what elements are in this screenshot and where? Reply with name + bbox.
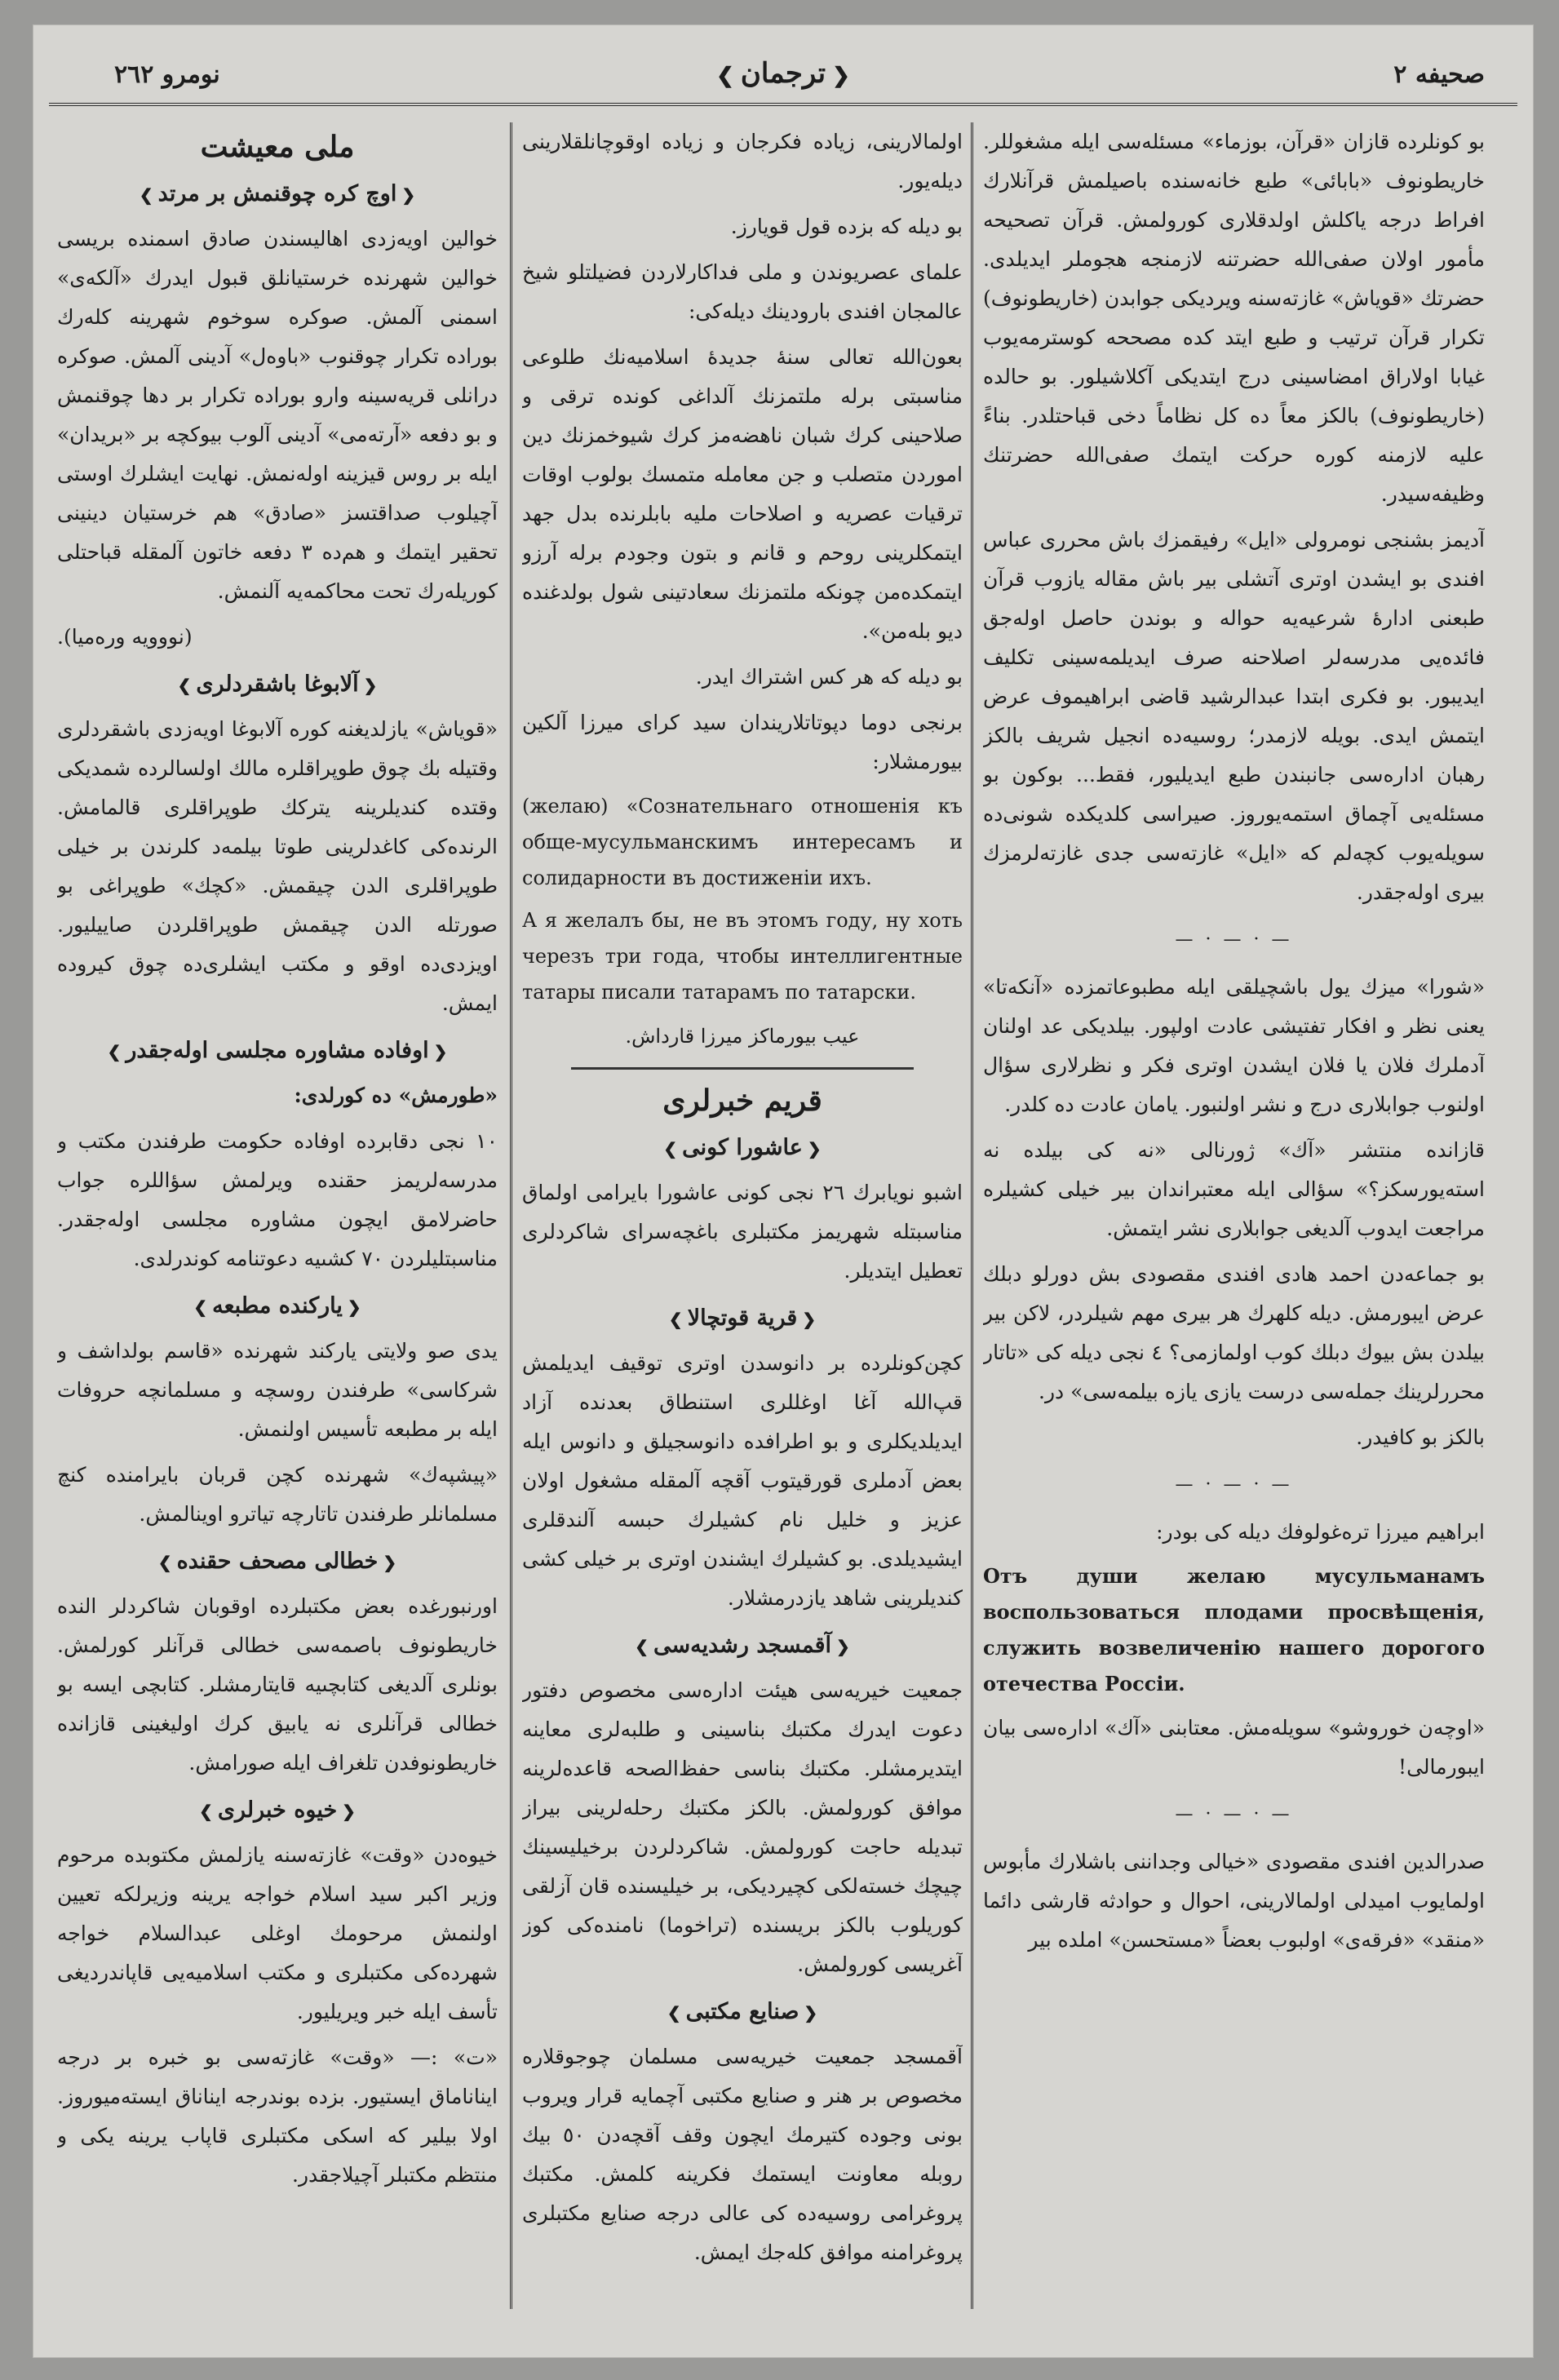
- article-heading: [522, 1626, 963, 1666]
- separator: — · — · —: [1175, 1474, 1293, 1495]
- ornament-icon: ❮: [832, 64, 850, 88]
- article-paragraph: «اوچەن خوروشو» سويلەمش. معتابنى «آك» اداره‌سى بيان ايبورمالى!: [983, 1716, 1485, 1779]
- article-paragraph: برنجى دوما دپوتاتلاريندان سيد كراى ميرزا آلكين بيورمشلار:: [522, 711, 963, 773]
- article-subheading: «طورمش» ده كورلدى:: [294, 1084, 498, 1107]
- article-paragraph: صدرالدين افندى مقصودى «خيالى وجداننى باشلارك مأبوس اولمايوب اميدلى اولمالارينى، احوال و حوادثه قارشى دائما «منقد» «فرقه‌ى» اولبوب بعضاً «مستحسن» املده بير: [983, 1850, 1485, 1952]
- column-left: [57, 122, 498, 2309]
- ornament-icon: ❯: [716, 64, 734, 88]
- ornament-icon: ❮: [347, 1297, 361, 1317]
- article-paragraph: «شورا» ميزك يول باشچيلقى ايله مطبوعاتمزده «آنكه‌تا» يعنى نظر و افكار تفتيشى عادت اولپور. بيلديكى عد اولنان آدملرك فلان يا فلان ايشدن اوترى فكر و نظرلارى سؤال اولنوب جوابلارى درج و نشر اولنبور. يامان عادت ده كلدر.: [983, 975, 1485, 1116]
- ornament-icon: ❮: [433, 1042, 448, 1061]
- column-right: [983, 122, 1485, 2309]
- article-paragraph: يدى صو ولايتى ياركند شهرنده «قاسم بولداشف و شركاسى» طرفندن روسچه و مسلمانچه حروفات ايله بر مطبعه تأسيس اولنمش.: [57, 1339, 498, 1441]
- masthead-title-text: ترجمان: [740, 57, 826, 90]
- article-paragraph: قازانده منتشر «آك» ژورنالى «نه كى بيلده نه استه‌يورسكز؟» سؤالى ايله معتبراندان بير خيلى كشيلره مراجعت ايدوب آلديغى جوابلارى نشر ايتمش.: [983, 1138, 1485, 1240]
- separator: — · — · —: [1175, 1804, 1293, 1824]
- article-paragraph: بعون‌الله تعالى سنهٔ جديدهٔ اسلاميه‌نك طلوعى مناسبتى برله ملتمزنك آلداغى كونده ترقى و صلاحينى كرك شبان ناهضه‌مز كرك شيوخمزنك دين اموردن متصلب و جن معامله متمسك بولوب اوقات ترقيات عصريه و اصلاحات مليه بابلرنده بدل جهد ايتمكلرينى روحم و قانم و بتون وجودم برله آرزو ايتمكده‌من چونكه ملتمزنك سعادتينى شول بولدغنده ديو بله‌من».: [522, 345, 963, 643]
- ornament-icon: ❯: [199, 1802, 213, 1821]
- heading-text: صنايع مكتبى: [685, 1999, 799, 2024]
- separator: — · — · —: [1175, 929, 1293, 950]
- ornament-icon: ❮: [342, 1802, 356, 1821]
- heading-text: آلابوغا باشقردلرى: [196, 671, 359, 697]
- heading-text: آقمسجد رشديه‌سى: [653, 1633, 832, 1658]
- article-heading: [57, 175, 498, 215]
- article-paragraph: علماى عصريوندن و ملى فداكارلاردن فضيلتلو شيخ عالمجان افندى بارودينك ديله‌كى:: [522, 260, 963, 323]
- ornament-icon: ❯: [663, 1139, 678, 1159]
- ornament-icon: ❯: [667, 2003, 681, 2023]
- russian-quote: (желаю) «Сознательнаго отношенія къ обще-мусульманскимъ интересамъ и солидарности въ достиженіи ихъ.: [522, 795, 963, 889]
- heading-text: خطالى مصحف حقنده: [176, 1549, 379, 1574]
- russian-quote: А я желалъ бы, не въ этомъ году, ну хоть черезъ три года, чтобы интеллигентные татары писали татарамъ по татарски.: [522, 909, 963, 1004]
- ornament-icon: ❮: [807, 1139, 822, 1159]
- article-heading: [57, 1031, 498, 1071]
- column-middle: [522, 122, 963, 2309]
- article-heading: [57, 665, 498, 705]
- ornament-icon: ❯: [177, 676, 192, 695]
- article-paragraph: بالكز بو كافيدر.: [1356, 1425, 1485, 1449]
- article-paragraph: آقمسجد جمعيت خيريه‌سى مسلمان چوجوقلاره مخصوص بر هنر و صنايع مكتبى آچمايه قرار ويروب بونى وجوده كتيرمك ايچون وقف آقچه‌دن ٥٠ بيك روبله معاونت ايستمك فكرينه كلمش. مكتبك پروغرامى روسيه‌ده كى عالى درجه صنايع مكتبلرى پروغرامنه موافق كله‌جك ايمش.: [522, 2045, 963, 2264]
- article-paragraph: اولمالارينى، زياده فكرجان و زياده اوقوچانلقلارينى ديله‌يور.: [522, 130, 963, 193]
- ornament-icon: ❯: [157, 1553, 172, 1572]
- article-paragraph: اورنبورغده بعض مكتبلرده اوقوبان شاكردلر النده خاريطونوف باصمه‌سى خطالى قرآنلر كورلمش. بونلرى آلديغى كتابچىيه قايتارمشلر. كتابچى ايسه بو خطالى قرآنلرى نه يابيق كرك اوليغينى قازانده خاريطونوفدن تلغراف ايله صورامش.: [57, 1594, 498, 1775]
- issue-number: نومرو ٢٦٢: [114, 60, 220, 89]
- russian-quote: Отъ души желаю мусульманамъ воспользоваться плодами просвѣщенія, служить возвеличенію нашего дорогого отечества Россіи.: [983, 1564, 1485, 1695]
- ornament-icon: ❮: [836, 1637, 850, 1656]
- article-paragraph: خوالين اويه‌زدى اهاليسندن صادق اسمنده بريسى خوالين شهرنده خرستيانلق قبول ايدرك «آلكه‌ى» اسمنى آلمش. صوكره سوخوم شهرينه كله‌رك بوراده تكرار چوقنوب «باوەل» آدينى آلمش. صوكره درانلى قريه‌سينه وارو بوراده تكرار بر دها چوقنمش و بو دفعه «آرته‌مى» آدينى آلوب بيوكچه بر «بريدان» ايله بر روس قيزينه اولەنمش. نهايت ايشلرك اوستى آچيلوب صداقتسز «صادق» هم خرستيان دينينى تحقير ايتمك و هم‌ده ٣ دفعه خاتون آلمقله قباحتلى كوريله‌رك تحت محاكمه‌يه آلنمش.: [57, 227, 498, 603]
- heading-text: عاشورا كونى: [682, 1135, 803, 1160]
- article-paragraph: بو ديله كه بزده قول قويارز.: [730, 215, 963, 238]
- ornament-icon: ❮: [802, 1310, 817, 1329]
- ornament-icon: ❯: [107, 1042, 122, 1061]
- heading-text: قرية قوتچالا: [687, 1305, 798, 1331]
- ornament-icon: ❯: [193, 1297, 208, 1317]
- article-paragraph: ابراهيم ميرزا ترەغولوفك ديله كى بودر:: [1156, 1520, 1485, 1544]
- article-signature: عيب بيورماكز ميرزا قارداش.: [625, 1025, 860, 1048]
- ornament-icon: ❮: [363, 676, 378, 695]
- heading-text: خيوه خبرلرى: [217, 1797, 338, 1823]
- ornament-icon: ❯: [139, 185, 153, 205]
- ornament-icon: ❯: [668, 1310, 683, 1329]
- article-paragraph: «پيشپه‌ك» شهرنده كچن قربان بايرامنده كنچ مسلمانلر طرفندن تاتارچه تياترو اوينالمش.: [57, 1463, 498, 1526]
- article-heading: [57, 1791, 498, 1831]
- article-paragraph: جمعيت خيريه‌سى هيئت اداره‌سى مخصوص دفتور دعوت ايدرك مكتبك بناسينى و طلبه‌لرى معاينه ايتديرمشلر. مكتبك بناسى حفظ‌الصحه قاعده‌لرينه موافق كورولمش. بالكز مكتبك رحله‌لرينى بيراز تبديله حاجت كورولمش. شاكردلردن برخيليسينك چيچك خسته‌لكى كچيرديكى، بر خيليسنده قان آزلقى كوريلوب بالكز بريسنده (تراخوما) نامنده‌كى كوز آغريسى كورولمش.: [522, 1678, 963, 1976]
- article-paragraph: كچن‌كونلرده بر دانوسدن اوترى توقيف ايديلمش قپ‌الله آغا اوغللرى استنطاق بعدنده آزاد ايديلديكلرى و بو اطرافده دانوسجيلق و دانوس ايله بعض آدملرى قورقيتوب آقچه آلمقله مشغول اولان عزيز و خليل نام كشيلرك حبسه آلندقلرى ايشيديلدى. بو كشيلرك ايشندن اوترى بر خيلى كشى كنديلرينى شاهد يازدرمشلار.: [522, 1351, 963, 1610]
- article-paragraph: ١٠ نجى دقابرده اوفاده حكومت طرفندن مكتب و مدرسه‌لريمز حقنده ويرلمش سؤاللره جواب حاضرلامق ايچون مشاوره مجلسى اوله‌جقدر. مناسبتليلردن ٧٠ كشىيه دعوتنامه كوندرلدى.: [57, 1129, 498, 1270]
- column-divider: [510, 122, 512, 2309]
- page-number: صحيفه ٢: [1393, 60, 1485, 89]
- section-title: قريم خبرلرى: [662, 1084, 822, 1118]
- section-rule: [571, 1067, 914, 1070]
- article-paragraph: بو جماعه‌دن احمد هادى افندى مقصودى بش دورلو دبلك عرض ايبورمش. ديله كلهرك هر بيرى مهم شيلردر، لاكن بير بيلدن بش بيوك دبلك كوب اولمازمى؟ ٤ نجى ديله كى «تاتار محررلرينك جمله‌سى درست يازى يازه بيلمه‌سى» در.: [983, 1262, 1485, 1403]
- section-title: ملى معيشت: [200, 130, 355, 164]
- article-heading: [57, 1287, 498, 1327]
- ornament-icon: ❮: [804, 2003, 818, 2023]
- article-paragraph: اشبو نويابرك ٢٦ نجى كونى عاشورا بايرامى اولماق مناسبتله شهريمز مكتبلرى باغچه‌سراى شاكردلرى تعطيل ايتديلر.: [522, 1181, 963, 1283]
- ornament-icon: ❮: [401, 185, 416, 205]
- article-paragraph: آديمز بشنجى نومرولى «ايل» رفيقمزك باش محررى عباس افندى بو ايشدن اوترى آتشلى بير باش مقاله يازوب قرآن طبعنى ادارهٔ شرعيه‌يه حواله و بوندن حاصل اوله‌جق فائده‌يى مدرسه‌لر اصلاحنه صرف ايديلمه‌سينى تكليف ايديبور. بو فكرى ابتدا عبدالرشيد قاضى ابراهيموف عرض ايتمش ايدى. بويله لازمدر؛ روسيه‌ده انجيل شريف بالكز رهبان اداره‌سى جانبندن طبع ايديليور، فقط... بوكون بو مسئله‌يى آچماق استمه‌يوروز. صيراسى كلديكده شونى‌ده سويله‌يوب كچه‌لم كه «ايل» غازته‌سى جدى غازته‌لرمزك بيرى اوله‌جقدر.: [983, 528, 1485, 904]
- heading-text: ياركنده مطبعه: [212, 1293, 343, 1319]
- article-heading: [522, 1992, 963, 2032]
- ornament-icon: ❯: [635, 1637, 649, 1656]
- article-source: (نووويه ورەميا).: [57, 625, 193, 649]
- column-divider: [971, 122, 973, 2309]
- article-heading: [522, 1128, 963, 1168]
- article-paragraph: بو ديله كه هر كس اشتراك ايدر.: [695, 665, 963, 689]
- article-paragraph: خيوه‌دن «وقت» غازته‌سنه يازلمش مكتوبده مرحوم وزير اكبر سيد اسلام خواجه يرينه وزيرلكه تعيين اولنمش مرحومك اوغلى عبدالسلام خواجه شهرده‌كى مكتبلرى و مكتب اسلاميه‌يى قاپاندرديغى تأسف ايله خبر ويريليور.: [57, 1843, 498, 2023]
- article-heading: [522, 1299, 963, 1339]
- article-paragraph: «قوياش» يازلديغنه كوره آلابوغا اويه‌زدى باشقردلرى وقتيله بك چوق طوپراقلره مالك اولسالرده شمديكى وقتده كنديلرينه يتركك طوپراقلرى قالمامش. الرنده‌كى كاغدلرينى طوتا بيلمەد كلرندن بر خيلى طوپراقلرى الدن چيقمش. «كچك» طوپراغى بو صورتله الدن چيقمش طوپراقلردن صاييليور. اويزدى‌ده اوقو و مكتب ايشلرى‌ده چوق كيرودە ايمش.: [57, 717, 498, 1015]
- article-heading: [57, 1542, 498, 1582]
- heading-text: اوچ كره چوقنمش بر مرتد: [157, 181, 397, 206]
- heading-text: اوفاده مشاوره مجلسى اوله‌جقدر: [126, 1038, 429, 1063]
- page-header: [49, 49, 1517, 106]
- article-paragraph: «ت» :— «وقت» غازته‌سى بو خبره بر درجه ايناناماق ايستيور. بزده بوندرجه ايناناق ايسته‌ميوروز. اولا بيلير كه اسكى مكتبلرى قاپاب يرينه يكى و منتظم مكتبلر آچيلاجقدر.: [57, 2045, 498, 2187]
- article-paragraph: بو كونلرده قازان «قرآن، بوزماء» مسئله‌سى ايله مشغوللر. خاريطونوف «بابائى» طبع خانه‌سنده باصيلمش قرآنلارك افراط درجه ياكلش اولدقلارى كورولمش. قرآن تصحيحه مأمور اولان صفى‌الله حضرتنه لازمنجه هجوملر ايديلدى. حضرتك «قوياش» غازته‌سنه ويرديكى جوابدن (خاريطونوف) تكرار قرآن ترتيب و طبع ايتد كده مصححه كوسترمه‌يوب غيابا اولاراق امضاسينى درج ايتديكى آكلاشيلور. بو حالده (خاريطونوف) بالكز معاً ده كل نظاماً دخى قباحتلدر. بناءً عليه لازمنه كوره حركت ايتمك صفى‌الله حضرتنك وظيفه‌سيدر.: [983, 130, 1485, 506]
- masthead-title: [710, 57, 857, 90]
- ornament-icon: ❮: [383, 1553, 397, 1572]
